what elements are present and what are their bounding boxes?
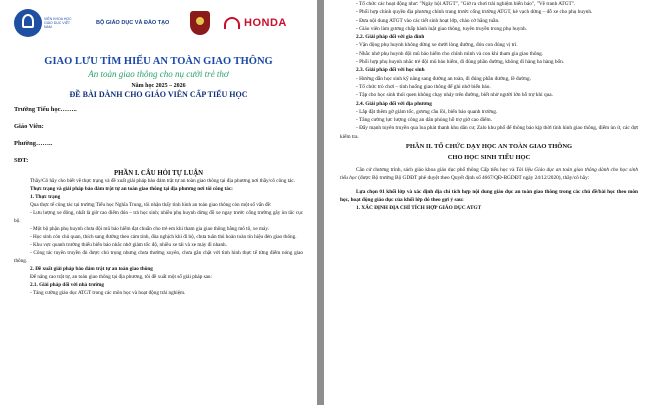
subsection-heading: 2.2. Giải pháp đối với gia đình [356, 34, 425, 41]
bullet-item: - Vận động phụ huynh không dừng xe dưới lòng đường, đón con đúng vị trí. [356, 42, 518, 49]
bullet-item: - Hướng dẫn học sinh kỹ năng sang đường an toàn, đi đúng phần đường, lề đường. [356, 75, 531, 82]
ward-field: Phường…….. [14, 140, 53, 147]
ministry-label: BỘ GIÁO DỤC VÀ ĐÀO TẠO [96, 20, 170, 26]
bullet-item: - Phối hợp chính quyền địa phương chỉnh trang trước cổng trường ATGT, kẻ vạch dừng – đỗ xe cho phụ huynh. [356, 9, 593, 16]
task-instruction: Lựa chọn 01 khối lớp và xác định địa chỉ tích hợp nội dung giáo dục an toàn giao thông trong các chủ đề/bài học theo môn học, hoạt động giáo dục của khối lớp đó theo gợi ý sau: [340, 188, 638, 203]
paragraph [340, 166, 638, 183]
institute-logo-caption: VIỆN KHOA HỌC GIÁO DỤC VIỆT NAM [44, 17, 72, 29]
document-page-left [0, 0, 317, 405]
bullet-item: - Phối hợp phụ huynh nhắc trẻ đội mũ bảo hiểm, đi đúng phần đường, không đi hàng ba hàng bốn. [356, 59, 565, 66]
bullet-item: - Tập cho học sinh thói quen không chạy nhảy trên đường, biết nhờ người lớn hỗ trợ khi qua. [356, 92, 553, 99]
paragraph: Qua thực tế công tác tại trường Tiểu học Nghĩa Trung, tôi nhận thấy tình hình an toàn giao thông còn một số vấn đề: [30, 202, 272, 208]
bullet-item: - Tổ chức các hoạt động như: "Ngày hội ATGT", "Giờ ra chơi trải nghiệm biển báo", "Vẽ tranh ATGT". [356, 1, 576, 7]
paragraph-text: Căn cứ chương trình, sách giáo khoa giáo dục phổ thông Cấp tiểu học và [356, 167, 517, 174]
honda-logo [224, 17, 287, 29]
honda-wing-icon [224, 17, 240, 29]
task-heading: 1. XÁC ĐỊNH ĐỊA CHỈ TÍCH HỢP GIÁO DỤC ATGT [356, 205, 482, 212]
exam-title: ĐỀ BÀI DÀNH CHO GIÁO VIÊN CẤP TIỂU HỌC [69, 90, 248, 99]
contest-slogan: An toàn giao thông cho nụ cười trẻ thơ [88, 69, 229, 79]
document-reference: Tài liệu Giáo dục an toàn giao thông dành cho học sinh tiểu học [340, 167, 638, 182]
institute-logo [14, 9, 42, 37]
part-2-heading: PHẦN II. TỔ CHỨC DẠY HỌC AN TOÀN GIAO THÔNG [405, 143, 573, 151]
honda-wordmark: HONDA [244, 17, 287, 29]
subsection-heading: 2.3. Giải pháp đối với học sinh [356, 67, 425, 74]
bullet-item: - Tổ chức trò chơi – tình huống giao thông để ghi nhớ biển báo. [356, 83, 491, 90]
bullet-item: - Nhắc nhở phụ huynh đội mũ bảo hiểm cho chính mình và con khi tham gia giao thông. [356, 50, 544, 57]
teacher-field: Giáo Viên: [14, 123, 44, 130]
bullet-item: - Tăng cường lực lượng công an dân phòng hỗ trợ giờ cao điểm. [356, 117, 492, 124]
section-1-heading: 1. Thực trạng [30, 194, 61, 200]
section-2-heading: 2. Đề xuất giải pháp bảo đảm trật tự an toàn giao thông [30, 266, 153, 272]
bullet-item: - Học sinh còn chủ quan, thích sang đường theo cảm tính, đùa nghịch khi đi bộ, chưa tuân thủ hoàn toàn tín hiệu đèn giao thông. [30, 234, 297, 240]
paragraph: Để nâng cao trật tự, an toàn giao thông tại địa phương, tôi đề xuất một số giải pháp sau: [30, 274, 212, 280]
paragraph-text: (được Bộ trưởng Bộ GDĐT phê duyệt theo Quyết định số 4667/QĐ-BGDĐT ngày 24/12/2020), thầy/cô hãy: [356, 175, 590, 182]
school-field: Trường Tiểu học…….. [14, 106, 77, 113]
page-gap [317, 0, 324, 405]
answer-title: Thực trạng và giải pháp bảo đảm trật tự an toàn giao thông tại địa phương nơi tôi công tác: [30, 186, 233, 192]
phone-field: SĐT: [14, 157, 29, 164]
police-crest-logo [190, 11, 210, 35]
part-2-subheading: CHO HỌC SINH TIỂU HỌC [447, 154, 531, 162]
bullet-item: - Lắp đặt thêm gờ giảm tốc, gương cầu lồi, biển báo quanh trường. [356, 108, 498, 115]
document-page-right [324, 0, 650, 405]
participant-info [14, 101, 303, 169]
school-year: Năm học 2025 – 2026 [131, 83, 186, 89]
bullet-item: - Lưu lượng xe đông, nhất là giờ cao điểm đón – trả học sinh; nhiều phụ huynh dừng đỗ xe ngay trước cổng trường gây ùn tắc cục bộ. [14, 210, 303, 224]
header-logos [14, 6, 303, 40]
part-1-heading: PHẦN I. CÂU HỎI TỰ LUẬN [113, 170, 204, 177]
bullet-item: - Đẩy mạnh tuyên truyền qua loa phát thanh khu dân cư, Zalo khu phố để thông báo kịp thời tình hình giao thông, điểm ùn ứ, các đợt kiểm tra. [340, 125, 638, 140]
bullet-item: - Đưa nội dung ATGT vào các tiết sinh hoạt lớp, chào cờ hằng tuần. [356, 17, 500, 24]
contest-title: GIAO LƯU TÌM HIỂU AN TOÀN GIAO THÔNG [44, 56, 273, 67]
question-intro: Thầy/Cô hãy cho biết về thực trạng và đề xuất giải pháp bảo đảm trật tự an toàn giao thông tại địa phương nơi thầy/cô công tác. [30, 178, 296, 184]
bullet-item: - Một bộ phận phụ huynh chưa đội mũ bảo hiểm đạt chuẩn cho trẻ em khi tham gia giao thông bằng mô tô, xe máy. [30, 226, 269, 232]
bullet-item: - Công tác tuyên truyền đủ được chú trọng nhưng chưa thường xuyên, chưa gắn chặt với tình hình thực tế từng điểm nóng giao thông. [14, 250, 303, 264]
bullet-item: - Giáo viên làm gương chấp hành luật giao thông, tuyên truyền trong phụ huynh. [356, 25, 528, 32]
bullet-item: - Tăng cường giáo dục ATGT trong các môn học và hoạt động trải nghiệm. [30, 290, 186, 296]
subsection-heading: 2.1. Giải pháp đối với nhà trường [30, 282, 105, 288]
subsection-heading: 2.4. Giải pháp đối với địa phương [356, 100, 432, 107]
bullet-item: - Khu vực quanh trường thiếu biển báo nhắc nhở giảm tốc độ, nhiều xe tải và xe máy đi nhanh. [30, 242, 227, 248]
